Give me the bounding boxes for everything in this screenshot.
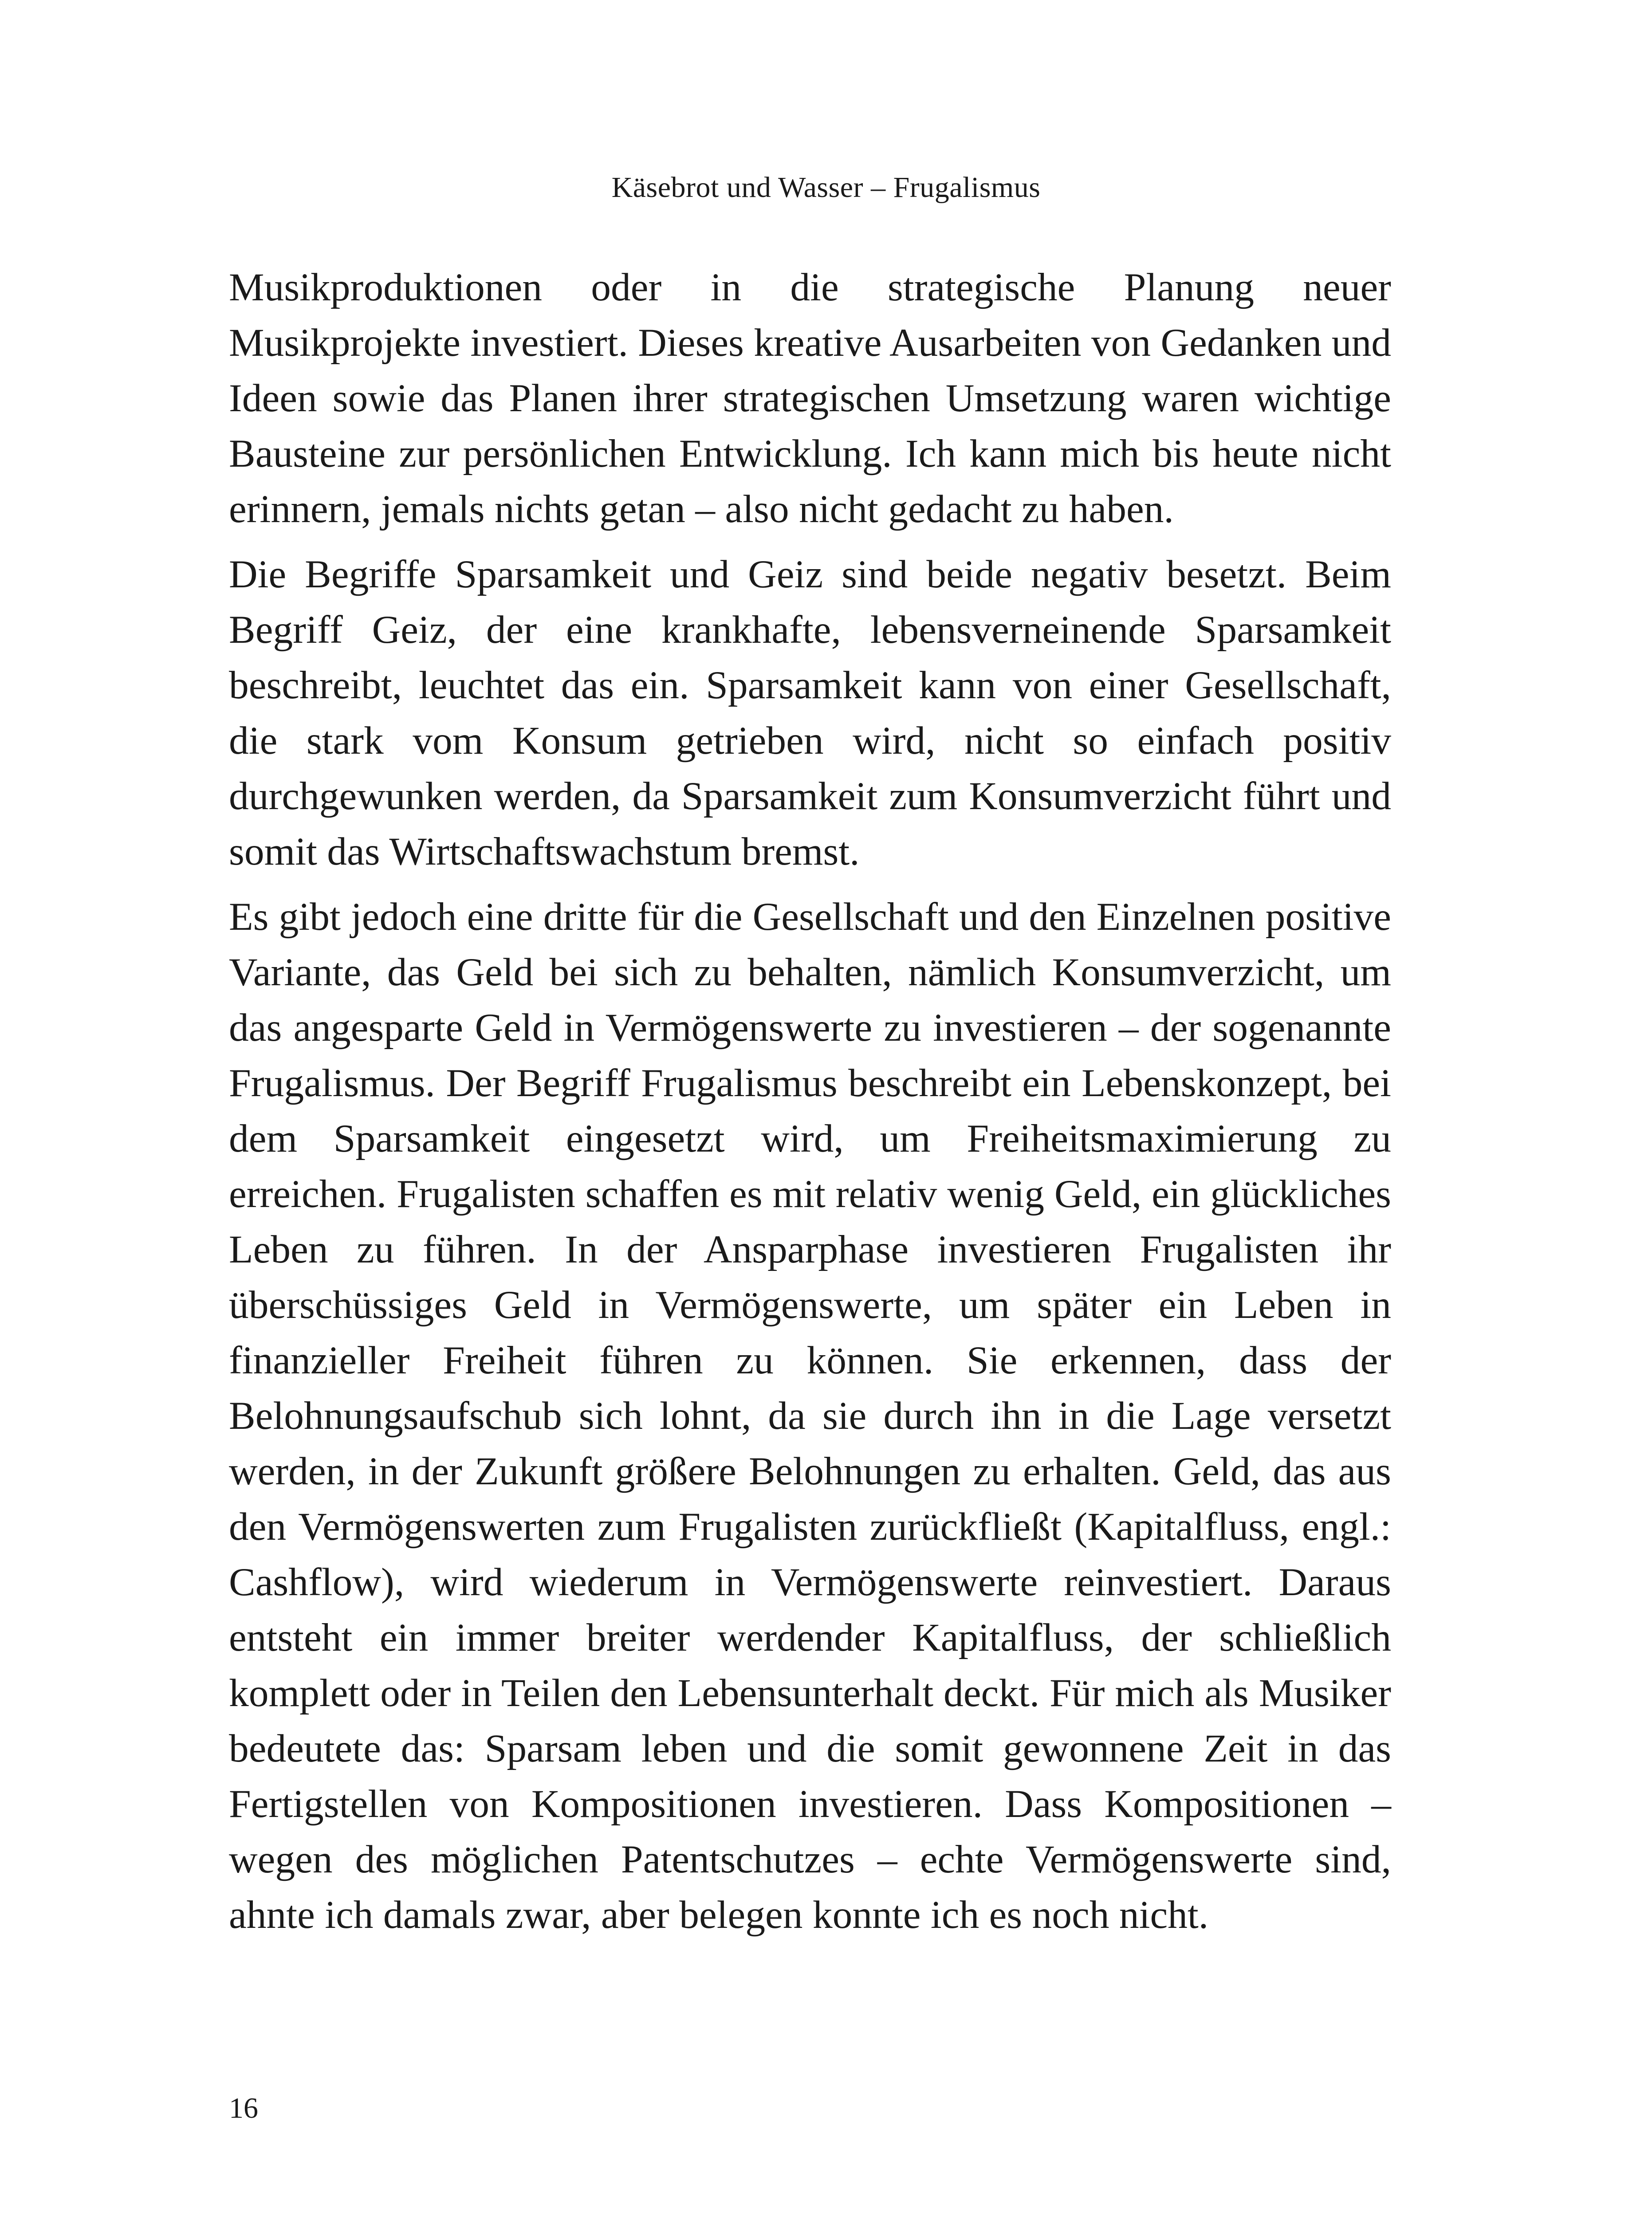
paragraph-3: Es gibt jedoch eine dritte für die Gesellschaft und den Einzelnen positive Variante, das Geld bei sich zu behalten, nämlich Konsumverzicht, um das angesparte Geld in Vermögenswerte zu investieren – der sogenannte Frugalismus. Der Begriff Frugalismus beschreibt ein Lebenskonzept, bei dem Sparsamkeit eingesetzt wird, um Freiheitsmaximierung zu erreichen. Frugalisten schaffen es mit relativ wenig Geld, ein glückliches Leben zu führen. In der Ansparphase investieren Frugalisten ihr überschüssiges Geld in Vermögenswerte, um später ein Leben in finanzieller Freiheit führen zu können. Sie erkennen, dass der Belohnungsaufschub sich lohnt, da sie durch ihn in die Lage versetzt werden, in der Zukunft größere Belohnungen zu erhalten. Geld, das aus den Vermögenswerten zum Frugalisten zurückfließt (Kapitalfluss, engl.: Cashflow), wird wiederum in Vermögenswerte reinvestiert. Daraus entsteht ein immer breiter werdender Kapitalfluss, der schließlich komplett oder in Teilen den Lebensunterhalt deckt. Für mich als Musiker bedeutete das: Sparsam leben und die somit gewonnene Zeit in das Fertigstellen von Kompositionen investieren. Dass Kompositionen – wegen des möglichen Patentschutzes – echte Vermögenswerte sind, ahnte ich damals zwar, aber belegen konnte ich es noch nicht. <box>229 895 1391 1937</box>
page-number: 16 <box>229 2092 258 2124</box>
paragraph-2: Die Begriffe Sparsamkeit und Geiz sind beide negativ besetzt. Beim Begriff Geiz, der eine krankhafte, lebensverneinende Sparsamkeit beschreibt, leuchtet das ein. Sparsamkeit kann von einer Gesellschaft, die stark vom Konsum getrieben wird, nicht so einfach positiv durchgewunken werden, da Sparsamkeit zum Konsumverzicht führt und somit das Wirtschaftswachstum bremst. <box>229 552 1391 873</box>
body-text <box>229 260 1391 1952</box>
running-header: Käsebrot und Wasser – Frugalismus <box>611 171 1041 204</box>
paragraph-1: Musikproduktionen oder in die strategische Planung neuer Musikprojekte investiert. Dieses kreative Ausarbeiten von Gedanken und Ideen sowie das Planen ihrer strategischen Umsetzung waren wichtige Bausteine zur persönlichen Entwicklung. Ich kann mich bis heute nicht erinnern, jemals nichts getan – also nicht gedacht zu haben. <box>229 265 1391 531</box>
